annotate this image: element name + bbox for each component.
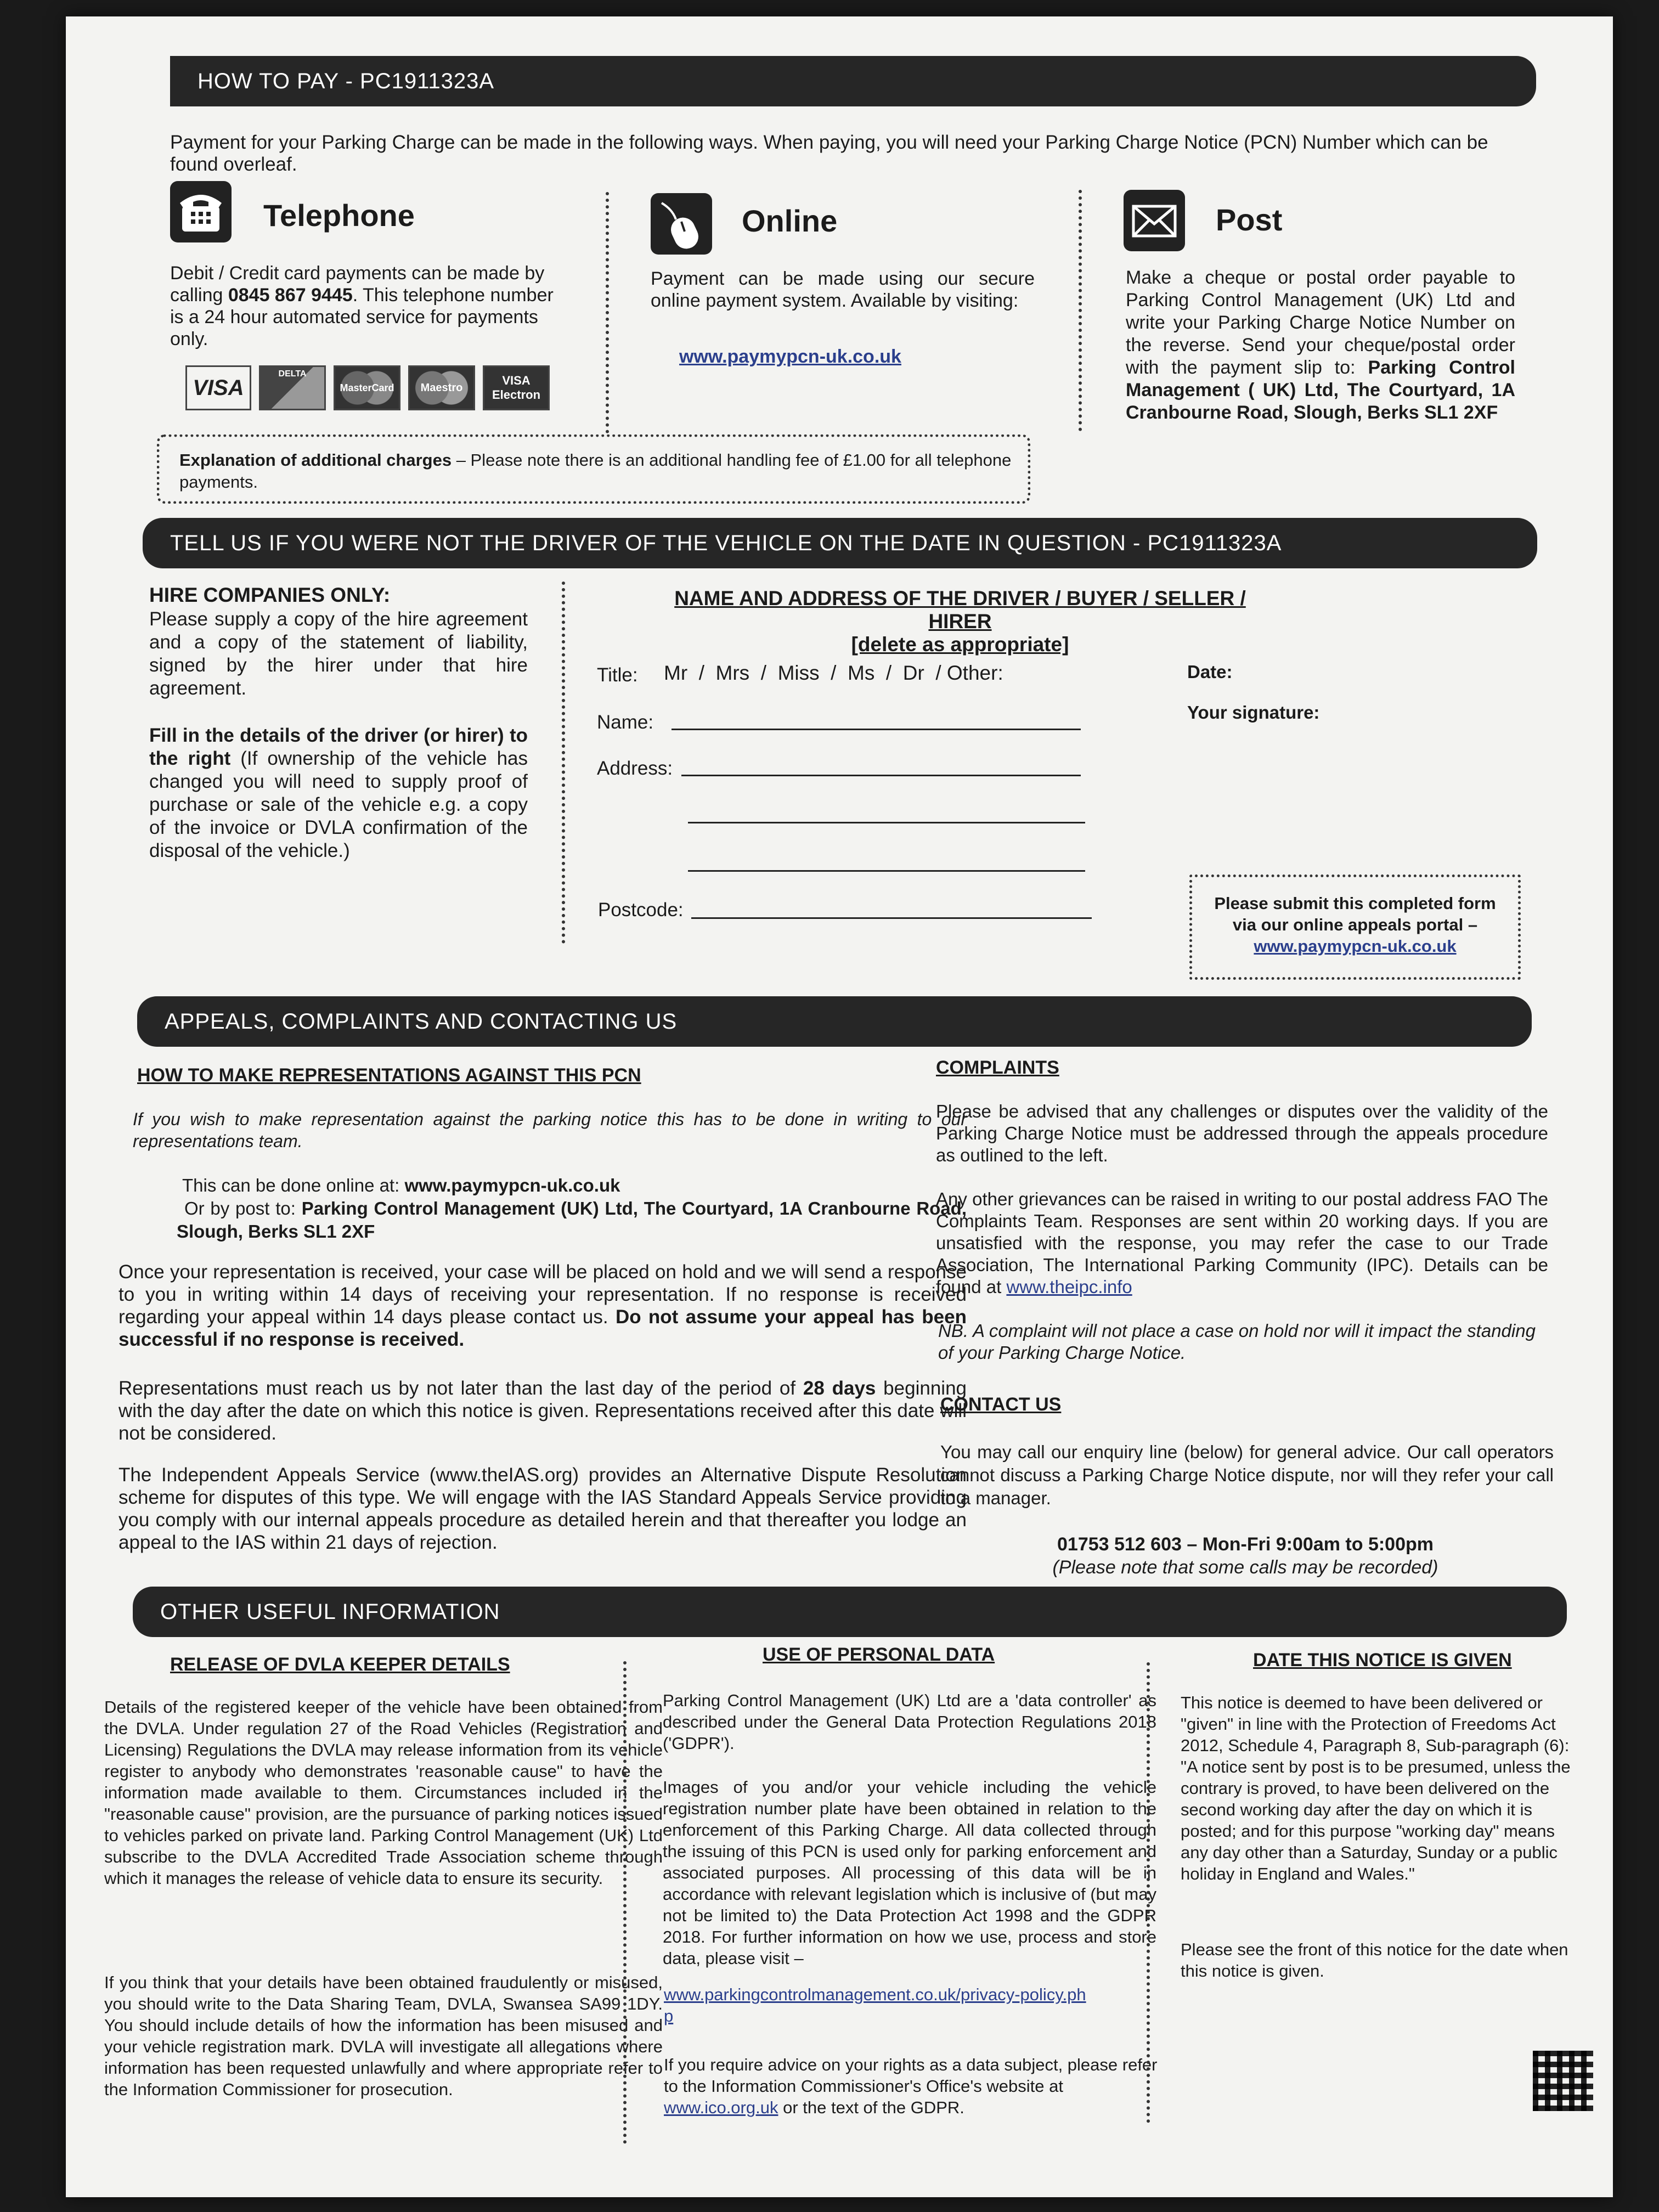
calls-recorded-note: (Please note that some calls may be recorded) <box>1052 1557 1438 1578</box>
qr-code-icon <box>1533 2051 1593 2111</box>
envelope-icon <box>1124 190 1185 251</box>
complaints-paragraph-1: Please be advised that any challenges or disputes over the validity of the Parking Charge Notice must be addressed through the appeals procedure as outlined to the left. <box>936 1101 1548 1165</box>
visa-card-logo: VISA <box>185 365 251 410</box>
ico-link[interactable]: www.ico.org.uk <box>664 2098 778 2117</box>
payment-intro: Payment for your Parking Charge can be made in the following ways. When paying, you will need your Parking Charge Notice (PCN) Number which can be found overleaf. <box>170 132 1488 175</box>
other-info-header-title: OTHER USEFUL INFORMATION <box>160 1599 500 1624</box>
ipc-link[interactable]: www.theipc.info <box>1006 1277 1132 1297</box>
appeals-header <box>137 996 1532 1047</box>
visa-electron-logo: VISA Electron <box>483 365 550 410</box>
telephone-number[interactable]: 0845 867 9445 <box>228 285 353 306</box>
post-text: Make a cheque or postal order payable to Parking Control Management (UK) Ltd and write your Parking Charge Notice Number on the reverse. Send your cheque/postal order with the payment slip to: Parking Control Management ( UK) Ltd, The Courtyard, 1A Cranbourne Road, Slough, Berks SL1 2XF <box>1126 267 1515 423</box>
date-given-paragraph-1: This notice is deemed to have been delivered or "given" in line with the Protection of Freedoms Act 2012, Schedule 4, Paragraph 8, Sub-paragraph (6): "A notice sent by post is to be presumed, unless the contrary is proved, to have been delivered on the second working day after the day on which it is posted; and for this purpose "working day" means any day other than a Saturday, Sunday or a public holiday in England and Wales." <box>1181 1693 1571 1883</box>
hire-companies-text: Please supply a copy of the hire agreement and a copy of the statement of liability, signed by the hirer under that hire agreement. <box>149 608 528 699</box>
personal-data-paragraph-1: Parking Control Management (UK) Ltd are a 'data controller' as described under the General Data Protection Regulations 2018 ('GDPR'). <box>663 1691 1156 1753</box>
complaints-nb: NB. A complaint will not place a case on hold nor will it impact the standing of your Parking Charge Notice. <box>938 1321 1536 1363</box>
name-field[interactable] <box>672 729 1081 730</box>
date-label: Date: <box>1187 662 1233 682</box>
online-text: Payment can be made using our secure online payment system. Available by visiting: <box>651 268 1035 311</box>
title-label: Title: <box>597 664 638 686</box>
representations-intro: If you wish to make representation against the parking notice this has to be done in writing to our representations team. <box>133 1109 967 1151</box>
representations-paragraph-3: The Independent Appeals Service (www.theIAS.org) provides an Alternative Dispute Resolution scheme for disputes of this type. We will engage with the IAS Standard Appeals Service providing you comply with our internal appeals procedure as detailed herein and that thereafter you lodge an appeal to the IAS within 21 days of rejection. <box>119 1464 967 1553</box>
personal-data-title: USE OF PERSONAL DATA <box>763 1644 995 1665</box>
appeals-header-title: APPEALS, COMPLAINTS AND CONTACTING US <box>165 1009 678 1034</box>
complaints-title: COMPLAINTS <box>936 1057 1059 1078</box>
representations-paragraph-1: Once your representation is received, your case will be placed on hold and we will send a response to you in writing within 14 days of receiving your representation. If no response is received regarding your appeal within 14 days please contact us. Do not assume your appeal has been successful if no response is received. <box>119 1261 967 1350</box>
hire-companies-title: HIRE COMPANIES ONLY: <box>149 584 391 606</box>
privacy-policy-link[interactable]: www.parkingcontrolmanagement.co.uk/privacy-policy.php <box>664 1985 1086 2025</box>
personal-data-paragraph-3: If you require advice on your rights as a data subject, please refer to the Information Commissioner's Office's website at www.ico.org.uk or the text of the GDPR. <box>664 2055 1158 2117</box>
contact-text: You may call our enquiry line (below) for general advice. Our call operators cannot discuss a Parking Charge Notice dispute, nor will they refer your call to a manager. <box>940 1442 1554 1508</box>
divider-2 <box>1079 190 1082 431</box>
telephone-title: Telephone <box>263 198 415 233</box>
mastercard-logo: MasterCard <box>334 365 400 410</box>
divider-3 <box>562 582 565 944</box>
appeals-portal-link[interactable]: www.paymypcn-uk.co.uk <box>1254 936 1457 956</box>
contact-title: CONTACT US <box>940 1394 1062 1415</box>
delta-card-logo: DELTA <box>259 365 326 410</box>
title-options[interactable]: Mr / Mrs / Miss / Ms / Dr / Other: <box>664 662 1003 684</box>
submit-online-text: Please submit this completed form via our online appeals portal – www.paymypcn-uk.co.uk <box>1214 894 1496 956</box>
driver-header <box>143 518 1537 568</box>
personal-data-paragraph-2: Images of you and/or your vehicle including the vehicle registration number plate have been obtained in relation to the enforcement of this Parking Charge. All data collected through the issuing of this PCN is used only for parking enforcement and associated purposes. All processing of this data will be in accordance with relevant legislation which is inclusive of (but may not be limited to) the Data Protection Act 1998 and the GDPR 2018. For further information on how we use, process and store data, please visit – <box>663 1778 1156 1968</box>
complaints-paragraph-2: Any other grievances can be raised in writing to our postal address FAO The Complaints Team. Responses are sent within 20 working days. If you are unsatisfied with the response, you may refer the case to our Trade Association, The International Parking Community (IPC). Details can be found at www.theipc.info <box>936 1189 1548 1297</box>
maestro-logo: Maestro <box>408 365 475 410</box>
representations-online: This can be done online at: www.paymypcn-uk.co.uk <box>182 1175 620 1195</box>
fill-details-text: Fill in the details of the driver (or hirer) to the right (If ownership of the vehicle has changed you will need to supply proof of purchase or sale of the vehicle e.g. a copy of the invoice or DVLA confirmation of the disposal of the vehicle.) <box>149 725 528 861</box>
driver-header-title: TELL US IF YOU WERE NOT THE DRIVER OF THE VEHICLE ON THE DATE IN QUESTION - PC1911323A <box>170 531 1282 555</box>
online-title: Online <box>742 204 838 238</box>
dvla-paragraph-2: If you think that your details have been obtained fraudulently or misused, you should write to the Data Sharing Team, DVLA, Swansea SA99 1DY. You should include details of how the information has been misused and your vehicle registration mark. DVLA will investigate all allegations where information has been requested unlawfully and where appropriate refer to the Information Commissioner for prosecution. <box>104 1973 663 2099</box>
representations-post: Or by post to: Parking Control Management (UK) Ltd, The Courtyard, 1A Cranbourne Road, Slough, Berks SL1 2XF <box>177 1198 967 1242</box>
address-field-3[interactable] <box>688 870 1085 872</box>
telephone-text: Debit / Credit card payments can be made by calling 0845 867 9445. This telephone number is a 24 hour automated service for payments only. <box>170 263 554 349</box>
representations-paragraph-2: Representations must reach us by not later than the last day of the period of 28 days beginning with the day after the date on which this notice is given. Representations received after this date will not be considered. <box>119 1378 967 1444</box>
date-given-title: DATE THIS NOTICE IS GIVEN <box>1253 1650 1512 1671</box>
online-payment-link[interactable]: www.paymypcn-uk.co.uk <box>679 346 901 367</box>
pcn-reverse-page <box>66 16 1613 2197</box>
enquiry-phone[interactable]: 01753 512 603 – Mon-Fri 9:00am to 5:00pm <box>1057 1534 1434 1555</box>
how-to-pay-title: HOW TO PAY - PC1911323A <box>198 69 495 93</box>
submit-online-box <box>1189 874 1521 980</box>
telephone-icon <box>170 181 232 242</box>
post-address: Parking Control Management ( UK) Ltd, The Courtyard, 1A Cranbourne Road, Slough, Berks SL1 2XF <box>1126 357 1515 423</box>
mouse-icon <box>651 193 712 255</box>
address-field-1[interactable] <box>681 775 1081 776</box>
address-label: Address: <box>597 758 673 779</box>
address-field-2[interactable] <box>688 822 1085 823</box>
divider-1 <box>606 192 609 433</box>
other-info-header <box>133 1587 1567 1637</box>
date-given-paragraph-2: Please see the front of this notice for the date when this notice is given. <box>1181 1940 1568 1980</box>
driver-form-title: NAME AND ADDRESS OF THE DRIVER / BUYER / SELLER / HIRER [delete as appropriate] <box>674 587 1246 656</box>
divider-4 <box>623 1661 627 2144</box>
postcode-label: Postcode: <box>598 899 684 921</box>
representations-title: HOW TO MAKE REPRESENTATIONS AGAINST THIS PCN <box>137 1065 641 1086</box>
name-label: Name: <box>597 712 654 733</box>
additional-charges-text: Explanation of additional charges – Please note there is an additional handling fee of £1.00 for all telephone payments. <box>179 450 1012 492</box>
signature-label: Your signature: <box>1187 702 1320 723</box>
dvla-title: RELEASE OF DVLA KEEPER DETAILS <box>170 1654 510 1675</box>
divider-5 <box>1147 1662 1150 2123</box>
additional-charges-box <box>157 435 1030 504</box>
contact-phone-block <box>944 1533 1547 1579</box>
postcode-field[interactable] <box>691 917 1092 919</box>
post-title: Post <box>1216 202 1283 237</box>
how-to-pay-header <box>170 56 1536 106</box>
dvla-paragraph-1: Details of the registered keeper of the vehicle have been obtained from the DVLA. Under regulation 27 of the Road Vehicles (Registration and Licensing) Regulations the DVLA may release information from its vehicle register to anybody who demonstrates 'reasonable cause" to have the information made available to them. Circumstances included in the "reasonable cause" provision, are the pursuance of parking notices issued to vehicles parked on private land. Parking Control Management (UK) Ltd subscribe to the DVLA Accredited Trade Association scheme through which it manages the release of vehicle data to ensure its security. <box>104 1697 663 1888</box>
representations-online-link[interactable]: www.paymypcn-uk.co.uk <box>404 1175 620 1195</box>
